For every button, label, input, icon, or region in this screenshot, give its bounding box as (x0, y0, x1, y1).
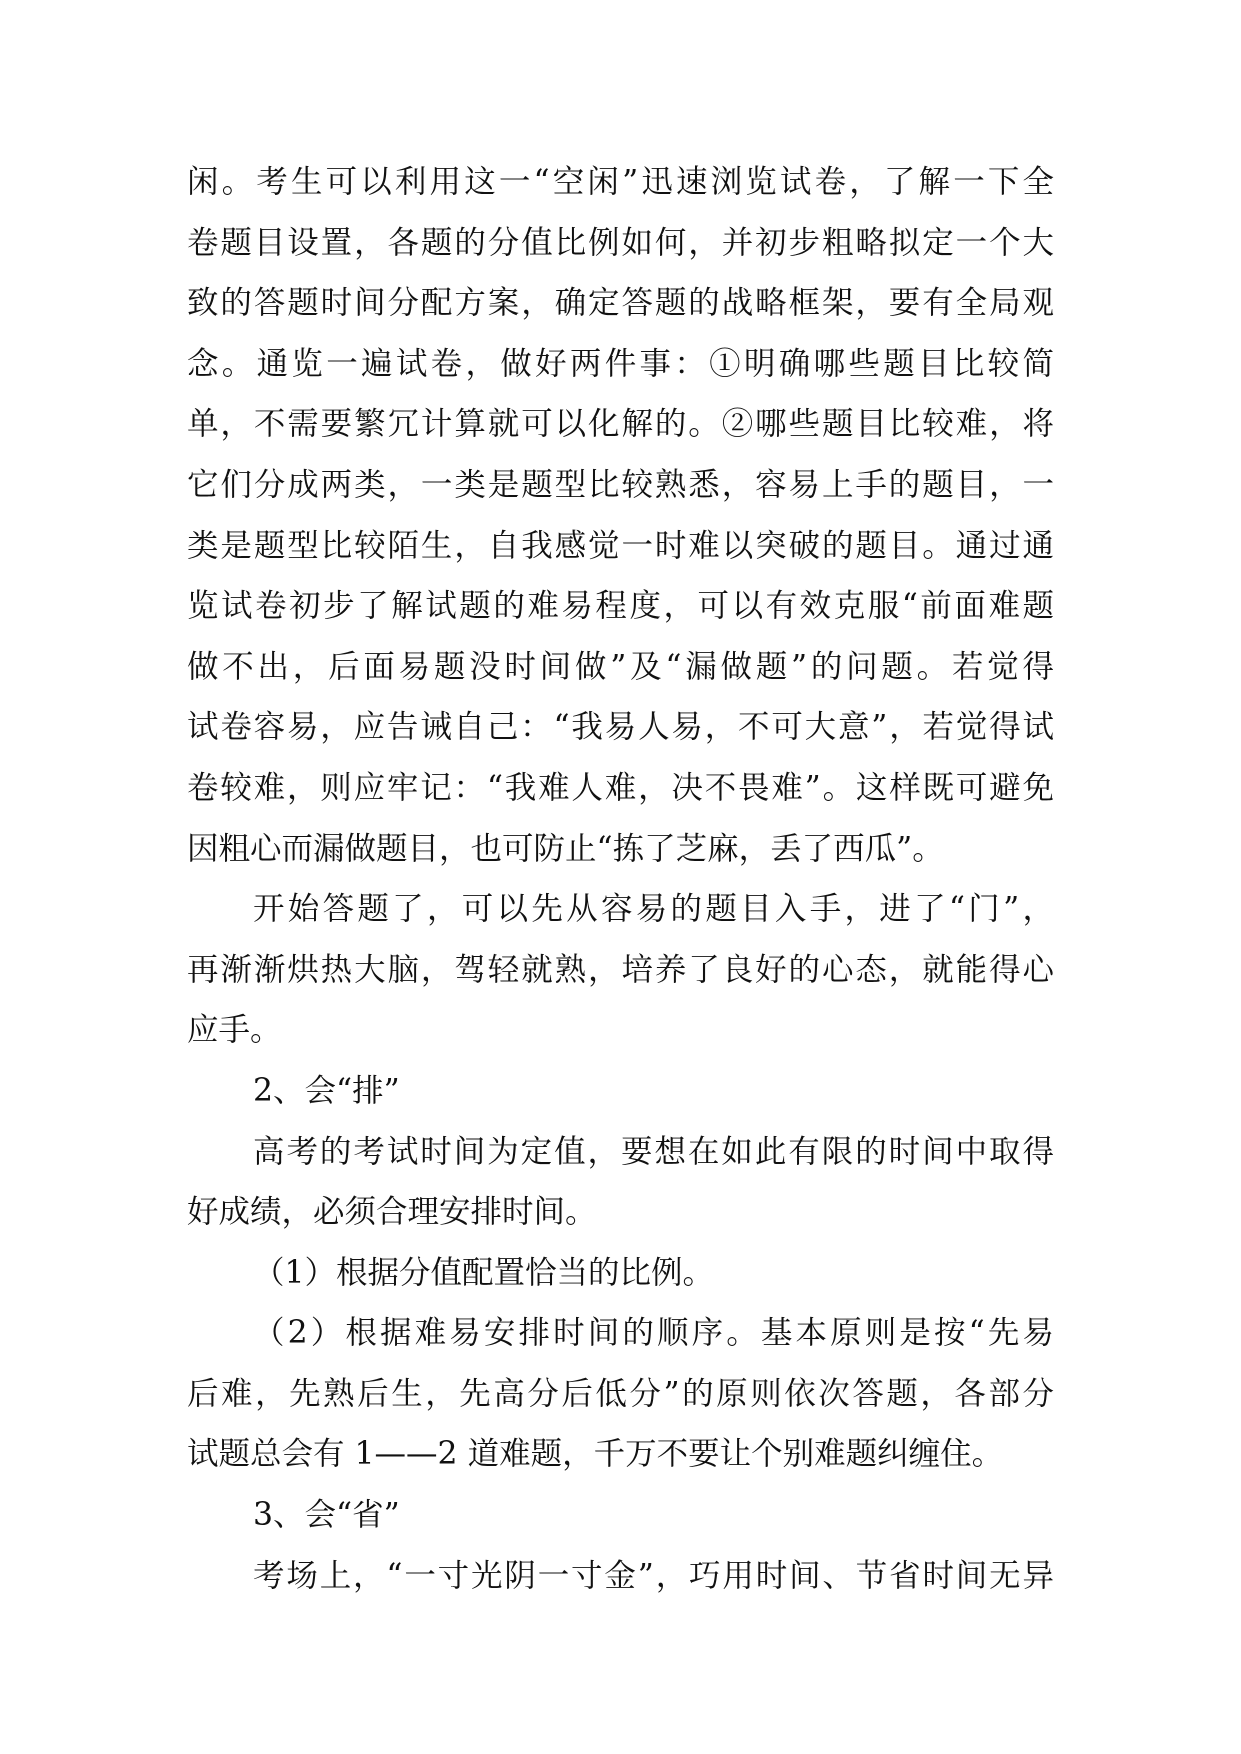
list-item (187, 1303, 1054, 1485)
paragraph (187, 152, 1054, 879)
section-heading (187, 1485, 1054, 1546)
text-line: 试卷容易，应告诫自己：“我易人易，不可大意”，若觉得试 (187, 709, 1054, 746)
text-line: 做不出，后面易题没时间做”及“漏做题”的问题。若觉得 (187, 648, 1054, 685)
text-line: 高考的考试时间为定值，要想在如此有限的时间中取得 (253, 1133, 1054, 1170)
text-line: 再渐渐烘热大脑，驾轻就熟，培养了良好的心态，就能得心 (187, 951, 1054, 988)
text-line: 闲。考生可以利用这一“空闲”迅速浏览试卷，了解一下全 (187, 164, 1054, 200)
text-line: 单，不需要繁冗计算就可以化解的。②哪些题目比较难，将 (187, 406, 1054, 443)
text-line: 好成绩，必须合理安排时间。 (187, 1194, 597, 1231)
text-line: 试题总会有 1——2 道难题，千万不要让个别难题纠缠住。 (187, 1436, 1004, 1473)
text-line: （2）根据难易安排时间的顺序。基本原则是按“先易 (253, 1315, 1054, 1352)
text-line: 卷较难，则应牢记：“我难人难，决不畏难”。这样既可避免 (187, 769, 1054, 806)
paragraph (187, 1546, 1054, 1607)
text-line: 览试卷初步了解试题的难易程度，可以有效克服“前面难题 (187, 588, 1054, 625)
list-item (187, 1243, 1054, 1304)
text-line: 后难，先熟后生，先高分后低分”的原则依次答题，各部分 (187, 1375, 1054, 1412)
text-line: 考场上，“一寸光阴一寸金”，巧用时间、节省时间无异 (253, 1557, 1054, 1594)
text-line: （1）根据分值配置恰当的比例。 (253, 1254, 715, 1291)
text-line: 开始答题了，可以先从容易的题目入手，进了“门”， (253, 891, 1054, 928)
text-line: 因粗心而漏做题目，也可防止“拣了芝麻，丢了西瓜”。 (187, 830, 944, 867)
text-line: 念。通览一遍试卷，做好两件事：①明确哪些题目比较简 (187, 345, 1054, 382)
document-body (187, 152, 1054, 1606)
paragraph (187, 1122, 1054, 1243)
section-heading (187, 1061, 1054, 1122)
text-line: 类是题型比较陌生，自我感觉一时难以突破的题目。通过通 (187, 527, 1054, 564)
text-line: 它们分成两类，一类是题型比较熟悉，容易上手的题目，一 (187, 466, 1054, 503)
text-line: 卷题目设置，各题的分值比例如何，并初步粗略拟定一个大 (187, 224, 1054, 261)
section-heading-text: 2、会“排” (253, 1072, 400, 1109)
section-heading-text: 3、会“省” (253, 1497, 400, 1534)
text-line: 致的答题时间分配方案，确定答题的战略框架，要有全局观 (187, 285, 1054, 322)
text-line: 应手。 (187, 1012, 282, 1049)
paragraph (187, 879, 1054, 1061)
